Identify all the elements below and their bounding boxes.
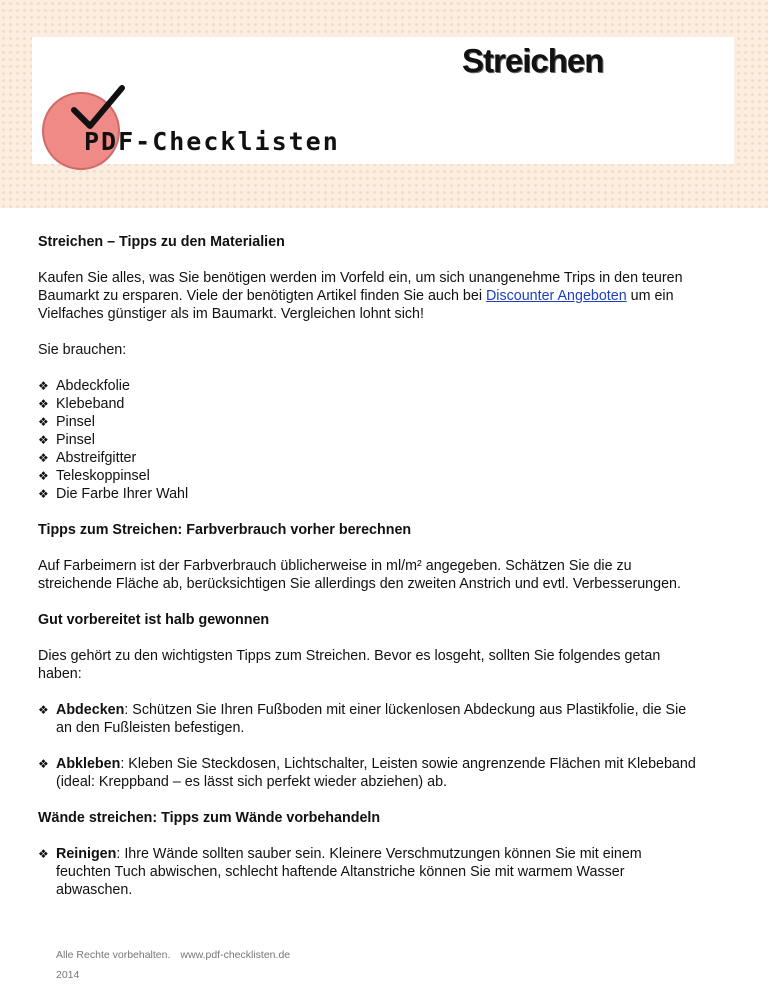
list-item: ❖ Pinsel: [38, 432, 95, 448]
needs-label: Sie brauchen:: [38, 342, 127, 358]
farbverbrauch-heading: Tipps zum Streichen: Farbverbrauch vorher berechnen: [38, 522, 412, 538]
diamond-bullet-icon: ❖: [38, 397, 49, 411]
list-item: ❖ Abdecken: Schützen Sie Ihren Fußboden mit einer lückenlosen Abdeckung aus Plastikfolie, die Sie an den Fußleisten befestigen.: [38, 702, 687, 736]
footer-site: www.pdf-checklisten.de: [180, 949, 291, 961]
list-item: ❖ Klebeband: [38, 396, 125, 412]
document-body: [38, 233, 698, 899]
diamond-bullet-icon: ❖: [38, 757, 49, 771]
abkleben-list: [38, 755, 698, 791]
logo-text: PDF-Checklisten: [84, 127, 340, 156]
list-item: ❖ Abstreifgitter: [38, 450, 137, 466]
intro-paragraph: [38, 269, 698, 323]
intro-text-after: um ein Vielfaches günstiger als im Baumarkt. Vergleichen lohnt sich!: [38, 288, 674, 322]
list-item: ❖ Abdeckfolie: [38, 378, 130, 394]
list-item: ❖ Abkleben: Kleben Sie Steckdosen, Lichtschalter, Leisten sowie angrenzende Flächen mit Klebeband (ideal: Kreppband – es lässt sich perfekt wieder abziehen) ab.: [38, 756, 696, 790]
header-box: [32, 37, 734, 164]
list-item: ❖ Die Farbe Ihrer Wahl: [38, 486, 189, 502]
diamond-bullet-icon: ❖: [38, 415, 49, 429]
checkmark-logo-icon: [70, 84, 126, 132]
vorbereitung-paragraph: Dies gehört zu den wichtigsten Tipps zum Streichen. Bevor es losgeht, sollten Sie folgendes getan haben:: [38, 648, 661, 682]
list-item: ❖ Teleskoppinsel: [38, 468, 150, 484]
intro-text-before: Kaufen Sie alles, was Sie benötigen werden im Vorfeld ein, um sich unangenehme Trips in den teuren Baumarkt zu ersparen. Viele der benötigten Artikel finden Sie auch bei: [38, 270, 683, 304]
list-item: ❖ Pinsel: [38, 414, 95, 430]
diamond-bullet-icon: ❖: [38, 847, 49, 861]
diamond-bullet-icon: ❖: [38, 433, 49, 447]
vorbereitung-heading: Gut vorbereitet ist halb gewonnen: [38, 612, 270, 628]
diamond-bullet-icon: ❖: [38, 703, 49, 717]
materials-list: [38, 377, 698, 503]
waende-list: [38, 845, 698, 899]
waende-heading: Wände streichen: Tipps zum Wände vorbehandeln: [38, 810, 381, 826]
diamond-bullet-icon: ❖: [38, 379, 49, 393]
vorbereitung-list: [38, 701, 698, 737]
diamond-bullet-icon: ❖: [38, 451, 49, 465]
farbverbrauch-paragraph: Auf Farbeimern ist der Farbverbrauch üblicherweise in ml/m² angegeben. Schätzen Sie die zu streichende Fläche ab, berücksichtigen Sie allerdings den zweiten Anstrich und evtl. Verbesserungen.: [38, 558, 681, 592]
footer-rights: Alle Rechte vorbehalten.: [56, 949, 171, 961]
intro-heading: Streichen – Tipps zu den Materialien: [38, 234, 285, 250]
diamond-bullet-icon: ❖: [38, 469, 49, 483]
diamond-bullet-icon: ❖: [38, 487, 49, 501]
document-title: Streichen: [462, 42, 604, 79]
list-item: ❖ Reinigen: Ihre Wände sollten sauber sein. Kleinere Verschmutzungen können Sie mit einem feuchten Tuch abwischen, schlecht haftende Altanstriche können Sie mit warmem Wasser abwaschen.: [38, 846, 642, 898]
footer: [56, 945, 290, 985]
footer-year: 2014: [56, 969, 80, 981]
discounter-link[interactable]: Discounter Angeboten: [485, 288, 627, 304]
